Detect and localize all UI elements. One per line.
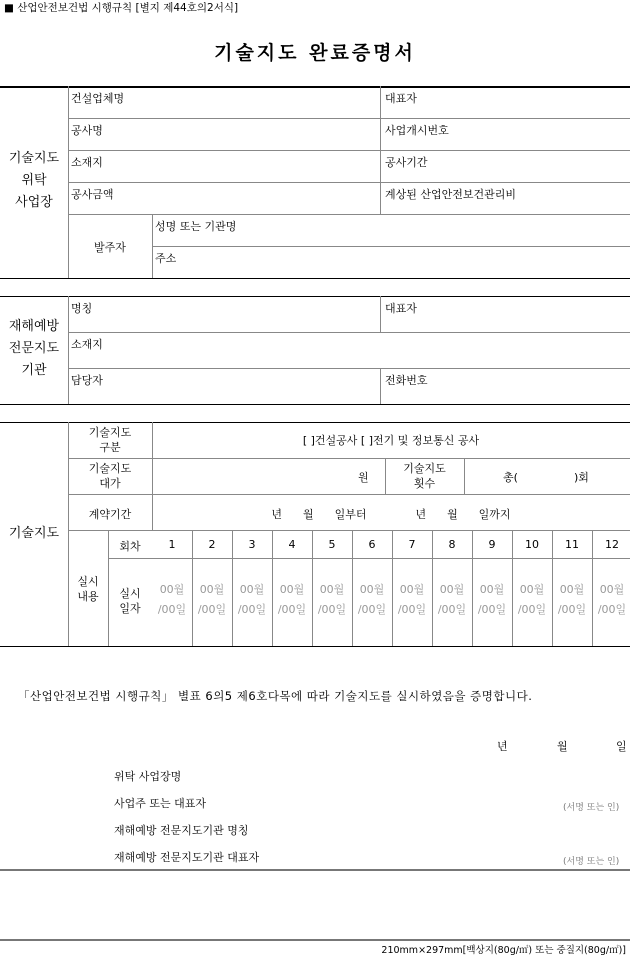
business-number-label: 사업개시번호 (385, 124, 449, 137)
round-date-month: 00월 (319, 583, 345, 596)
round-date-month: 00월 (439, 583, 465, 596)
round-date (552, 580, 592, 620)
fee-unit: 원 (358, 471, 369, 484)
count-prefix: 총( (503, 471, 518, 484)
round-date-month: 00월 (559, 583, 585, 596)
signature-agency-note: (서명 또는 인) (563, 857, 620, 867)
round-date-month: 00월 (159, 583, 185, 596)
safety-cost-label: 계상된 산업안전보건관리비 (385, 188, 517, 201)
round-date (312, 580, 352, 620)
round-date (512, 580, 552, 620)
client-label: 발주자 (94, 241, 126, 254)
round-date-day: /00일 (517, 603, 547, 616)
project-name-label: 공사명 (71, 124, 103, 137)
round-date-day: /00일 (197, 603, 227, 616)
round-date-month: 00월 (279, 583, 305, 596)
round-date (592, 580, 630, 620)
round-date-day: /00일 (597, 603, 627, 616)
contract-period-value: 년 월 일부터 년 월 일까지 (271, 508, 511, 521)
section-label-technical-guidance: 기술지도 (8, 526, 60, 541)
round-number: 6 (368, 538, 376, 551)
date-year-label: 년 (497, 740, 508, 753)
date-month-label: 월 (557, 740, 568, 753)
certification-statement: 「산업안전보건법 시행규칙」 별표 6의5 제6호다목에 따라 기술지도를 실시하였음을 증명합니다. (18, 689, 533, 703)
round-date (192, 580, 232, 620)
round-date-month: 00월 (399, 583, 425, 596)
round-number: 11 (565, 538, 579, 551)
round-number: 2 (208, 538, 216, 551)
client-name-label: 성명 또는 기관명 (155, 220, 237, 233)
signature-agency-name: 재해예방 전문지도기관 명칭 (114, 824, 249, 837)
company-name-label: 건설업체명 (71, 92, 125, 105)
round-number: 8 (448, 538, 456, 551)
signature-owner: 사업주 또는 대표자 (114, 797, 207, 810)
round-number: 9 (488, 538, 496, 551)
round-date (432, 580, 472, 620)
round-date-day: /00일 (557, 603, 587, 616)
count-label: 기술지도 횟수 (403, 462, 446, 490)
round-date-day: /00일 (317, 603, 347, 616)
round-date-day: /00일 (237, 603, 267, 616)
round-number: 12 (605, 538, 619, 551)
round-number: 1 (168, 538, 176, 551)
round-number: 5 (328, 538, 336, 551)
signature-client-site: 위탁 사업장명 (114, 770, 182, 783)
project-amount-label: 공사금액 (71, 188, 114, 201)
round-date-month: 00월 (519, 583, 545, 596)
section-label-prevention-agency: 재해예방 전문지도 기관 (8, 319, 60, 378)
implementation-label: 실시 내용 (77, 575, 99, 603)
round-label: 회차 (119, 540, 141, 553)
count-suffix: )회 (574, 471, 589, 484)
round-date-month: 00월 (199, 583, 225, 596)
round-number: 10 (525, 538, 539, 551)
round-number: 7 (408, 538, 416, 551)
round-date-day: /00일 (437, 603, 467, 616)
contract-period-label: 계약기간 (88, 508, 132, 521)
round-date-day: /00일 (477, 603, 507, 616)
round-number: 4 (288, 538, 296, 551)
round-date (392, 580, 432, 620)
date-label: 실시 일자 (119, 587, 141, 615)
agency-name-label: 명칭 (71, 302, 93, 315)
page-title: 기술지도 완료증명서 (214, 42, 416, 64)
round-date-day: /00일 (157, 603, 187, 616)
round-date (232, 580, 272, 620)
fee-label: 기술지도 대가 (88, 462, 132, 490)
round-date (152, 580, 192, 620)
agency-location-label: 소재지 (71, 338, 103, 351)
category-value: [ ]건설공사 [ ]전기 및 정보통신 공사 (302, 434, 480, 447)
representative-label: 대표자 (385, 92, 417, 105)
agency-representative-label: 대표자 (385, 302, 417, 315)
round-date-month: 00월 (359, 583, 385, 596)
round-date-day: /00일 (357, 603, 387, 616)
round-date-month: 00월 (599, 583, 625, 596)
project-period-label: 공사기간 (385, 156, 428, 169)
paper-spec-footer: 210mm×297mm[백상지(80g/㎡) 또는 중질지(80g/㎡)] (381, 945, 626, 956)
round-date (272, 580, 312, 620)
signature-owner-note: (서명 또는 인) (563, 803, 620, 813)
manager-label: 담당자 (71, 374, 103, 387)
round-date (352, 580, 392, 620)
category-label: 기술지도 구분 (88, 426, 132, 454)
round-number: 3 (248, 538, 256, 551)
date-day-label: 일 (616, 740, 627, 753)
phone-label: 전화번호 (385, 374, 428, 387)
signature-agency-representative: 재해예방 전문지도기관 대표자 (114, 851, 260, 864)
round-date (472, 580, 512, 620)
client-address-label: 주소 (155, 252, 177, 265)
form-reference: ■ 산업안전보건법 시행규칙 [별지 제44호의2서식] (4, 2, 239, 14)
round-date-month: 00월 (479, 583, 505, 596)
section-label-client-site: 기술지도 위탁 사업장 (8, 151, 60, 210)
location-label: 소재지 (71, 156, 103, 169)
round-date-month: 00월 (239, 583, 265, 596)
round-date-day: /00일 (277, 603, 307, 616)
round-date-day: /00일 (397, 603, 427, 616)
